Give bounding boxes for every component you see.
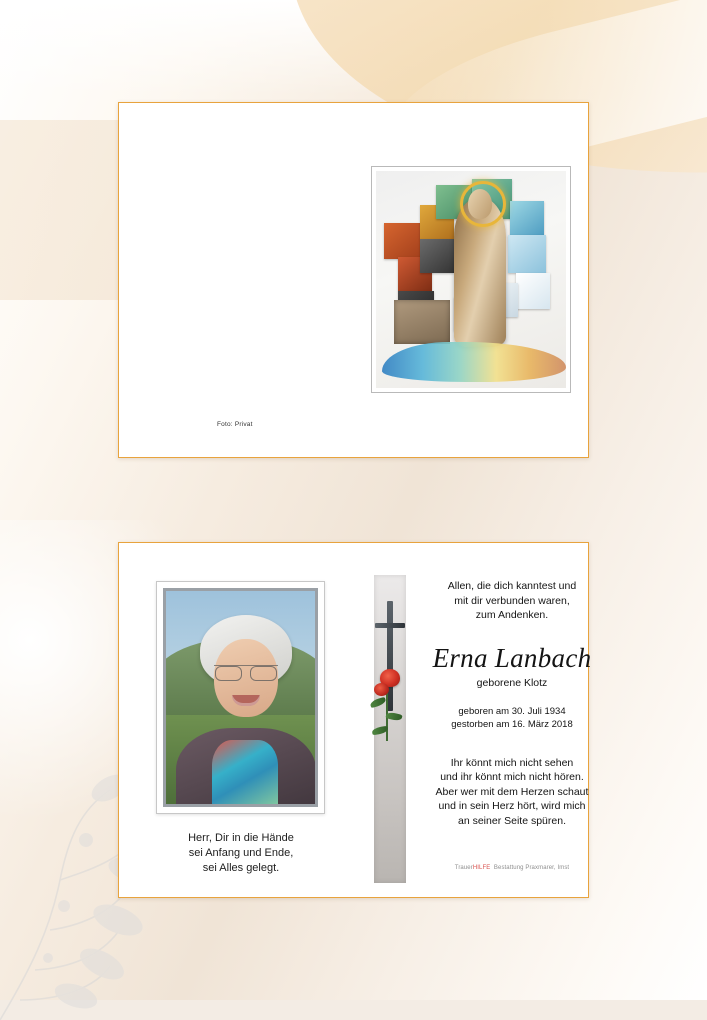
publisher-credit xyxy=(419,865,605,871)
intro-text xyxy=(419,579,605,623)
portrait-frame xyxy=(156,581,325,814)
intro-line: zum Andenken. xyxy=(475,609,549,621)
poem-line: Ihr könnt mich nicht sehen xyxy=(450,756,574,769)
religious-image-frame xyxy=(371,166,571,393)
memorial-poem xyxy=(419,756,605,829)
brand-name-part2: HILFE xyxy=(472,865,491,871)
poem-line: und ihr könnt mich nicht hören. xyxy=(440,771,584,783)
brand-name-part1: Trauer xyxy=(454,865,473,871)
left-verse-line: sei Anfang und Ende, xyxy=(188,847,294,859)
maiden-name: geborene Klotz xyxy=(476,676,548,689)
photo-credit: Foto: Privat xyxy=(217,421,253,428)
left-verse-line: sei Alles gelegt. xyxy=(202,862,280,874)
birth-date: geboren am 30. Juli 1934 xyxy=(458,705,566,717)
intro-line: mit dir verbunden waren, xyxy=(454,594,570,607)
rose-bud-icon xyxy=(374,683,389,696)
portrait-photo xyxy=(163,588,318,807)
water-wave-relief xyxy=(382,342,566,382)
religious-mosaic-artwork xyxy=(376,171,566,388)
intro-line: Allen, die dich kanntest und xyxy=(447,580,577,592)
death-date: gestorben am 16. März 2018 xyxy=(451,719,573,730)
poem-line: an seiner Seite spüren. xyxy=(458,814,566,827)
life-dates xyxy=(419,705,605,732)
memorial-text-block xyxy=(419,579,605,828)
poem-line: Aber wer mit dem Herzen schaut xyxy=(435,785,589,798)
memorial-card-outside xyxy=(118,102,589,458)
cross-with-rose xyxy=(374,575,406,883)
left-verse xyxy=(153,831,329,876)
memorial-card-inside xyxy=(118,542,592,898)
deceased-name: Erna Lanbach xyxy=(432,642,592,673)
glasses-icon xyxy=(214,665,278,681)
poem-line: und in sein Herz hört, wird mich xyxy=(438,800,586,812)
left-verse-line: Herr, Dir in die Hände xyxy=(188,832,294,844)
village-relief xyxy=(394,300,450,344)
funeral-home-name: Bestattung Praxmarer, Imst xyxy=(493,865,570,871)
halo-icon xyxy=(460,181,506,227)
